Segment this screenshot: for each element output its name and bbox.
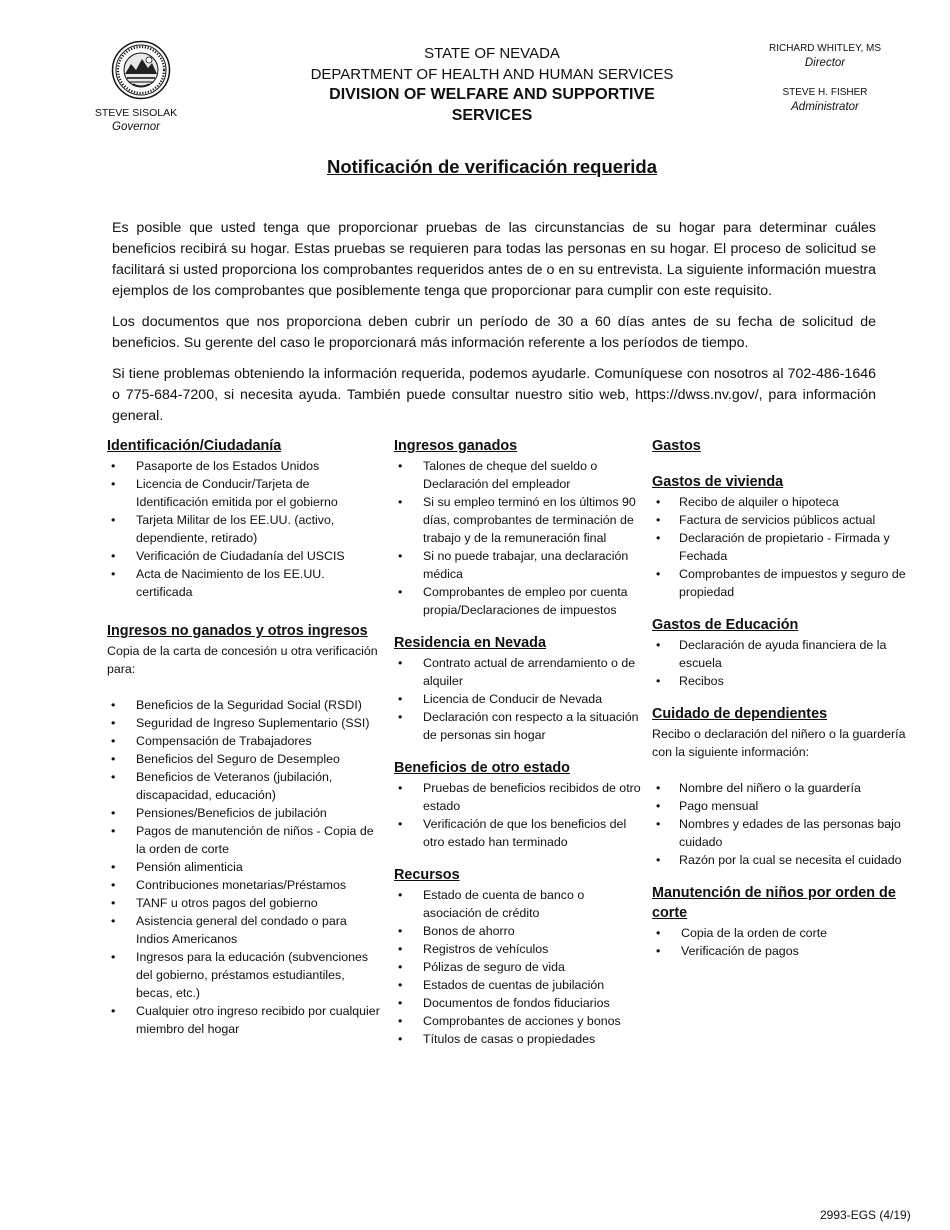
list-item: • Acta de Nacimiento de los EE.UU. certificada [107,565,382,601]
item-list [107,457,382,601]
list-item: • Asistencia general del condado o para Indios Americanos [107,912,382,948]
list-item: • Talones de cheque del sueldo o Declaración del empleador [394,457,642,493]
governor-block [90,106,182,134]
section-heading: Gastos de Educación [652,617,799,633]
list-item: • Estado de cuenta de banco o asociación de crédito [394,886,642,922]
item-list [652,636,920,690]
director-role: Director [804,57,846,69]
list-item: • Verificación de Ciudadanía del USCIS [107,547,382,565]
officers-block [760,41,890,115]
list-item: • Pasaporte de los Estados Unidos [107,457,382,475]
list-item: • Recibos [652,672,920,690]
list-item: • Copia de la orden de corte [652,924,920,942]
list-item: • Contrato actual de arrendamiento o de alquiler [394,654,642,690]
list-item: • Factura de servicios públicos actual [652,511,920,529]
section-heading: Manutención de niños por orden de corte [652,885,896,921]
section-heading: Ingresos ganados [394,438,518,454]
section-gastos-vivienda [652,472,920,601]
list-item: • Declaración de ayuda financiera de la escuela [652,636,920,672]
section-heading: Recursos [394,867,460,883]
list-item: • Contribuciones monetarias/Préstamos [107,876,382,894]
section-heading: Ingresos no ganados y otros ingresos [107,623,368,639]
list-item: • Pago mensual [652,797,920,815]
list-item: • Cualquier otro ingreso recibido por cualquier miembro del hogar [107,1002,382,1038]
list-item: • Verificación de pagos [652,942,920,960]
section-ingresos-ganados [394,436,642,619]
column-right [652,436,920,974]
section-heading: Gastos de vivienda [652,474,784,490]
list-item: • Si no puede trabajar, una declaración médica [394,547,642,583]
list-item: • Pruebas de beneficios recibidos de otro estado [394,779,642,815]
intro-paragraph: Los documentos que nos proporciona deben cubrir un período de 30 a 60 días antes de su fecha de solicitud de beneficios. Su gerente del caso le proporcionará más información referente a los períodos de tiempo. [112,314,876,351]
intro-paragraph: Es posible que usted tenga que proporcionar pruebas de las circunstancias de su hogar para determinar cuáles beneficios recibirá su hogar. Estas pruebas se requieren para todas las personas en su hogar. El proceso de solicitud se facilitará si usted proporciona los comprobantes requeridos antes de o en su entrevista. La siguiente información muestra ejemplos de los comprobantes que posiblemente tenga que proporcionar para cumplir con este requisito. [112,220,876,299]
list-item: • Pólizas de seguro de vida [394,958,642,976]
list-item: • Títulos de casas o propiedades [394,1030,642,1048]
list-item: • Comprobantes de acciones y bonos [394,1012,642,1030]
column-middle [394,436,642,1062]
list-item: • Comprobantes de impuestos y seguro de propiedad [652,565,920,601]
list-item: • Nombres y edades de las personas bajo cuidado [652,815,920,851]
list-item: • Licencia de Conducir de Nevada [394,690,642,708]
list-item: • Compensación de Trabajadores [107,732,382,750]
list-item: • Beneficios del Seguro de Desempleo [107,750,382,768]
list-item: • Beneficios de la Seguridad Social (RSDI) [107,696,382,714]
list-item: • Ingresos para la educación (subvenciones del gobierno, préstamos estudiantiles, becas, etc.) [107,948,382,1002]
item-list [394,779,642,851]
section-intro: Recibo o declaración del niñero o la guardería con la siguiente información: [652,727,906,759]
item-list [394,457,642,619]
section-intro: Copia de la carta de concesión u otra verificación para: [107,644,378,676]
section-heading: Identificación/Ciudadanía [107,438,282,454]
list-item: • Si su empleo terminó en los últimos 90 días, comprobantes de terminación de trabajo y de la remuneración final [394,493,642,547]
section-identificacion [107,436,382,601]
list-item: • Razón por la cual se necesita el cuidado [652,851,920,869]
section-residencia [394,633,642,744]
section-recursos [394,865,642,1048]
list-item: • Tarjeta Militar de los EE.UU. (activo, dependiente, retirado) [107,511,382,547]
item-list [107,696,382,1038]
list-item: • Seguridad de Ingreso Suplementario (SSI) [107,714,382,732]
department-name: DEPARTMENT OF HEALTH AND HUMAN SERVICES [310,65,674,83]
list-item: • Bonos de ahorro [394,922,642,940]
page-title: Notificación de verificación requerida [326,156,657,177]
form-number: 2993-EGS (4/19) [820,1208,911,1222]
intro-paragraph: Si tiene problemas obteniendo la información requerida, podemos ayudarle. Comuníquese con nosotros al 702-486-1646 o 775-684-7200, si necesita ayuda. También puede consultar nuestro sitio web, https://dwss.nv.gov/, para información general. [112,366,876,424]
section-gastos [652,436,920,456]
division-name: DIVISION OF WELFARE AND SUPPORTIVE SERVICES [329,86,655,124]
item-list [394,654,642,744]
administrator-name: STEVE H. FISHER [782,87,868,98]
section-gastos-educacion [652,615,920,690]
governor-name: STEVE SISOLAK [94,107,178,119]
list-item: • Beneficios de Veteranos (jubilación, discapacidad, educación) [107,768,382,804]
item-list [652,924,920,960]
list-item: • Registros de vehículos [394,940,642,958]
list-item: • Documentos de fondos fiduciarios [394,994,642,1012]
section-heading: Cuidado de dependientes [652,706,828,722]
item-list [652,779,920,869]
section-heading: Beneficios de otro estado [394,760,570,776]
section-heading: Gastos [652,438,701,454]
list-item: • Nombre del niñero o la guardería [652,779,920,797]
list-item: • Estados de cuentas de jubilación [394,976,642,994]
list-item: • TANF u otros pagos del gobierno [107,894,382,912]
list-item: • Declaración con respecto a la situación de personas sin hogar [394,708,642,744]
administrator-role: Administrator [791,101,859,113]
list-item: • Licencia de Conducir/Tarjeta de Identificación emitida por el gobierno [107,475,382,511]
state-name: STATE OF NEVADA [424,45,560,62]
list-item: • Pensiones/Beneficios de jubilación [107,804,382,822]
director-name: RICHARD WHITLEY, MS [768,43,882,54]
item-list [652,493,920,601]
agency-header [292,44,692,126]
state-seal-icon [111,40,171,100]
list-item: • Pensión alimenticia [107,858,382,876]
item-list [394,886,642,1048]
section-ingresos-no-ganados [107,621,382,1038]
list-item: • Comprobantes de empleo por cuenta propia/Declaraciones de impuestos [394,583,642,619]
list-item: • Verificación de que los beneficios del otro estado han terminado [394,815,642,851]
section-cuidado-dependientes [652,704,920,869]
column-left [107,436,382,1052]
list-item: • Recibo de alquiler o hipoteca [652,493,920,511]
section-otro-estado [394,758,642,851]
section-manutencion [652,883,920,960]
intro-section [112,218,876,437]
section-heading: Residencia en Nevada [394,635,546,651]
governor-role: Governor [112,121,160,133]
list-item: • Pagos de manutención de niños - Copia de la orden de corte [107,822,382,858]
list-item: • Declaración de propietario - Firmada y Fechada [652,529,920,565]
